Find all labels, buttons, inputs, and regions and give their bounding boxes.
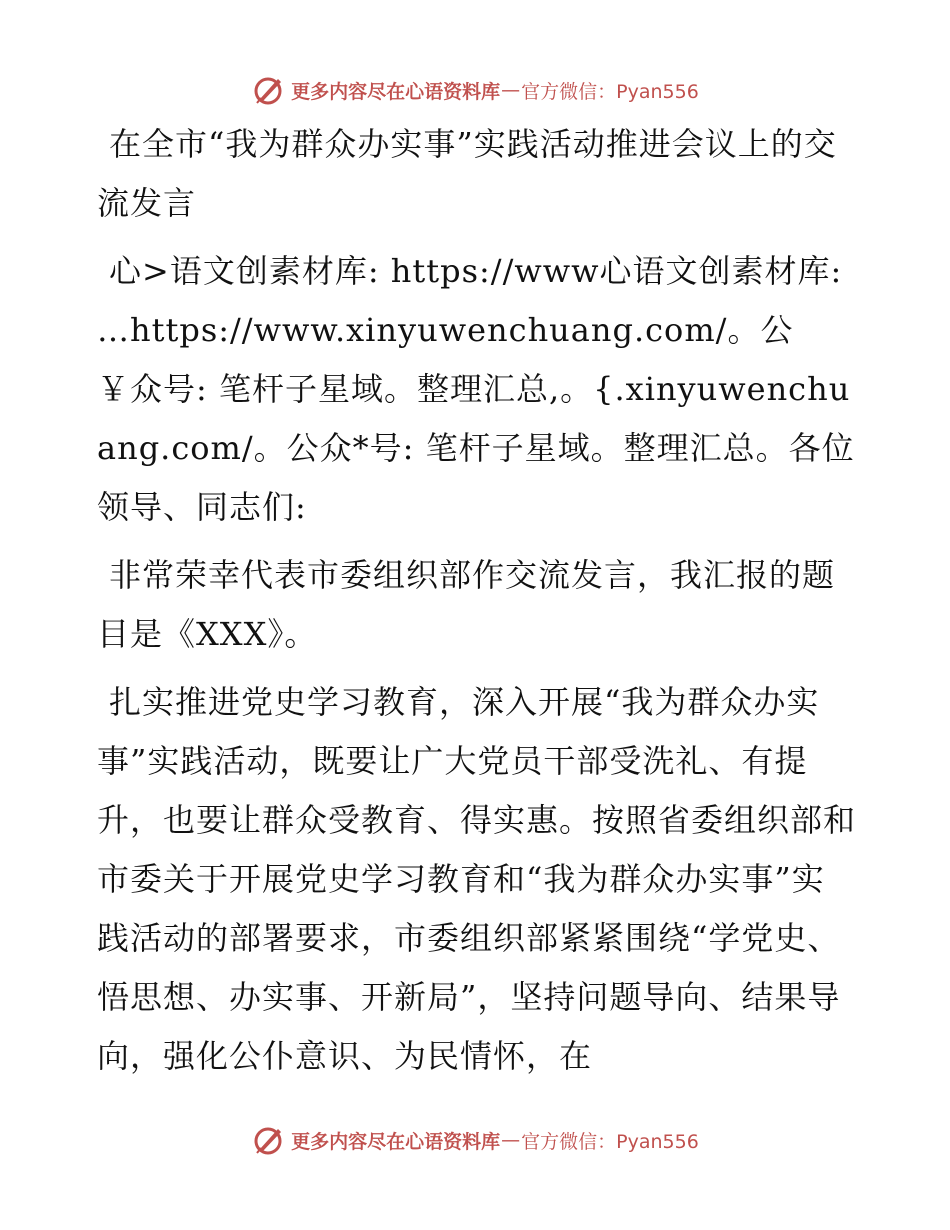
banner-contact: 官方微信：Pyan556 (521, 80, 699, 103)
banner-dash: — (501, 1129, 521, 1151)
footer-banner (0, 1120, 950, 1160)
quill-pen-logo-icon (251, 1123, 285, 1157)
paragraph-3: 扎实推进党史学习教育，深入开展“我为群众办实事”实践活动，既要让广大党员干部受洗礼、有提升，也要让群众受教育、得实惠。按照省委组织部和市委关于开展党史学习教育和“我为群众办实事”实践活动的部署要求，市委组织部紧紧围绕“学党史、悟思想、办实事、开新局”，坚持问题导向、结果导向，强化公仆意识、为民情怀，在 (97, 683, 857, 1075)
paragraph-2: 非常荣幸代表市委组织部作交流发言，我汇报的题目是《XXX》。 (97, 556, 836, 653)
document-title: 在全市“我为群众办实事”实践活动推进会议上的交流发言 (97, 125, 837, 222)
header-banner (0, 70, 950, 110)
banner-dash: — (501, 79, 521, 101)
banner-text: 更多内容尽在心语资料库 (291, 80, 501, 103)
paragraph-1: 心>语文创素材库: https://www心语文创素材库: …https://www.xinyuwenchuang.com/。公￥众号: 笔杆子星域。整理汇总,。{.xinyuwenchuang.com/。公众*号: 笔杆子星域。整理汇总。各位领导、同志们: (97, 252, 855, 526)
banner-contact: 官方微信：Pyan556 (521, 1130, 699, 1153)
banner-text: 更多内容尽在心语资料库 (291, 1130, 501, 1153)
quill-pen-logo-icon (251, 73, 285, 107)
document-body (97, 115, 857, 1095)
